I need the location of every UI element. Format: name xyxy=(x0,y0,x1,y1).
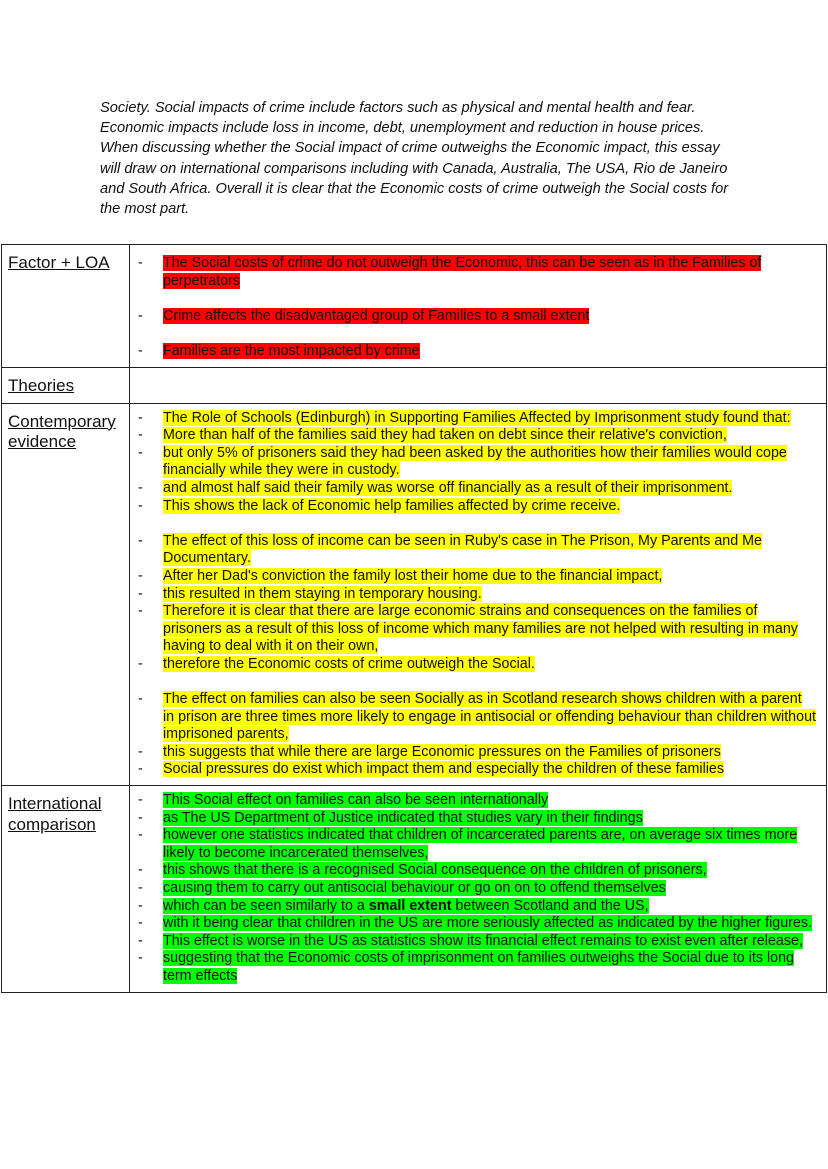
table-row-contemporary-evidence xyxy=(2,403,827,785)
list-item: - The effect of this loss of income can be seen in Ruby's case in The Prison, My Parents and Me Documentary. xyxy=(163,533,816,568)
row-label-cell xyxy=(2,245,130,368)
row-content-cell xyxy=(130,786,827,993)
table-row-factor-loa xyxy=(2,245,827,368)
row-content-cell xyxy=(130,245,827,368)
row-label-factor-loa: Factor + LOA xyxy=(8,253,110,272)
list-item: - this suggests that while there are large Economic pressures on the Families of prisoners xyxy=(163,744,816,762)
row-label-contemporary-evidence: Contemporary evidence xyxy=(8,411,116,452)
list-item: - but only 5% of prisoners said they had been asked by the authorities how their families would cope financially while they were in custody. xyxy=(163,445,816,480)
row-content-cell xyxy=(130,403,827,785)
row-label-theories: Theories xyxy=(8,375,75,395)
list-item: - as The US Department of Justice indicated that studies vary in their findings xyxy=(163,810,816,828)
list-item: - Social pressures do exist which impact them and especially the children of these families xyxy=(163,761,816,779)
list-item: - causing them to carry out antisocial behaviour or go on on to offend themselves xyxy=(163,880,816,898)
list-item: - Crime affects the disadvantaged group of Families to a small extent xyxy=(163,308,816,326)
table-row-theories xyxy=(2,367,827,403)
row-content-cell xyxy=(130,367,827,403)
row-label-cell xyxy=(2,367,130,403)
essay-plan-table xyxy=(1,244,827,993)
intro-paragraph: Society. Social impacts of crime include factors such as physical and mental health and fear. Economic impacts include loss in income, debt, unemployment and reduction in house prices. When discussing whether the Social impact of crime outweighs the Economic impact, this essay will draw on international comparisons including with Canada, Australia, The USA, Rio de Janeiro and South Africa. Overall it is clear that the Economic costs of crime outweigh the Social costs for the most part. xyxy=(100,100,729,218)
list-item: - This Social effect on families can also be seen internationally xyxy=(163,792,816,810)
list-item: - suggesting that the Economic costs of imprisonment on families outweighs the Social due to its long term effects xyxy=(163,950,816,985)
list-item: - with it being clear that children in the US are more seriously affected as indicated by the higher figures. xyxy=(163,915,816,933)
row-label-cell xyxy=(2,403,130,785)
list-item: - After her Dad's conviction the family lost their home due to the financial impact, xyxy=(163,568,816,586)
list-item: - This shows the lack of Economic help families affected by crime receive. xyxy=(163,498,816,516)
list-item: - and almost half said their family was worse off financially as a result of their imprisonment. xyxy=(163,480,816,498)
list-item: - this shows that there is a recognised Social consequence on the children of prisoners, xyxy=(163,862,816,880)
list-item: - This effect is worse in the US as statistics show its financial effect remains to exist even after release, xyxy=(163,933,816,951)
list-item: - More than half of the families said they had taken on debt since their relative's conviction, xyxy=(163,427,816,445)
list-item: - however one statistics indicated that children of incarcerated parents are, on average six times more likely to become incarcerated themselves, xyxy=(163,827,816,862)
bold-emphasis: small extent xyxy=(368,897,452,914)
table-row-international-comparison xyxy=(2,786,827,993)
row-label-cell xyxy=(2,786,130,993)
list-item: - therefore the Economic costs of crime outweigh the Social. xyxy=(163,656,816,674)
row-label-international-comparison: International comparison xyxy=(8,794,102,834)
list-item: - Families are the most impacted by crime xyxy=(163,343,816,361)
list-item: - The Role of Schools (Edinburgh) in Supporting Families Affected by Imprisonment study found that: xyxy=(163,410,816,428)
list-item: - The effect on families can also be seen Socially as in Scotland research shows children with a parent in prison are three times more likely to engage in antisocial or offending behaviour than children without imprisoned parents, xyxy=(163,691,816,744)
list-item: - The Social costs of crime do not outweigh the Economic, this can be seen as in the Families of perpetrators xyxy=(163,255,816,290)
list-item: - which can be seen similarly to a small extent between Scotland and the US, xyxy=(163,898,816,916)
list-item: - Therefore it is clear that there are large economic strains and consequences on the families of prisoners as a result of this loss of income which many families are not helped with resulting in many having to deal with it on their own, xyxy=(163,603,816,656)
list-item: - this resulted in them staying in temporary housing. xyxy=(163,586,816,604)
